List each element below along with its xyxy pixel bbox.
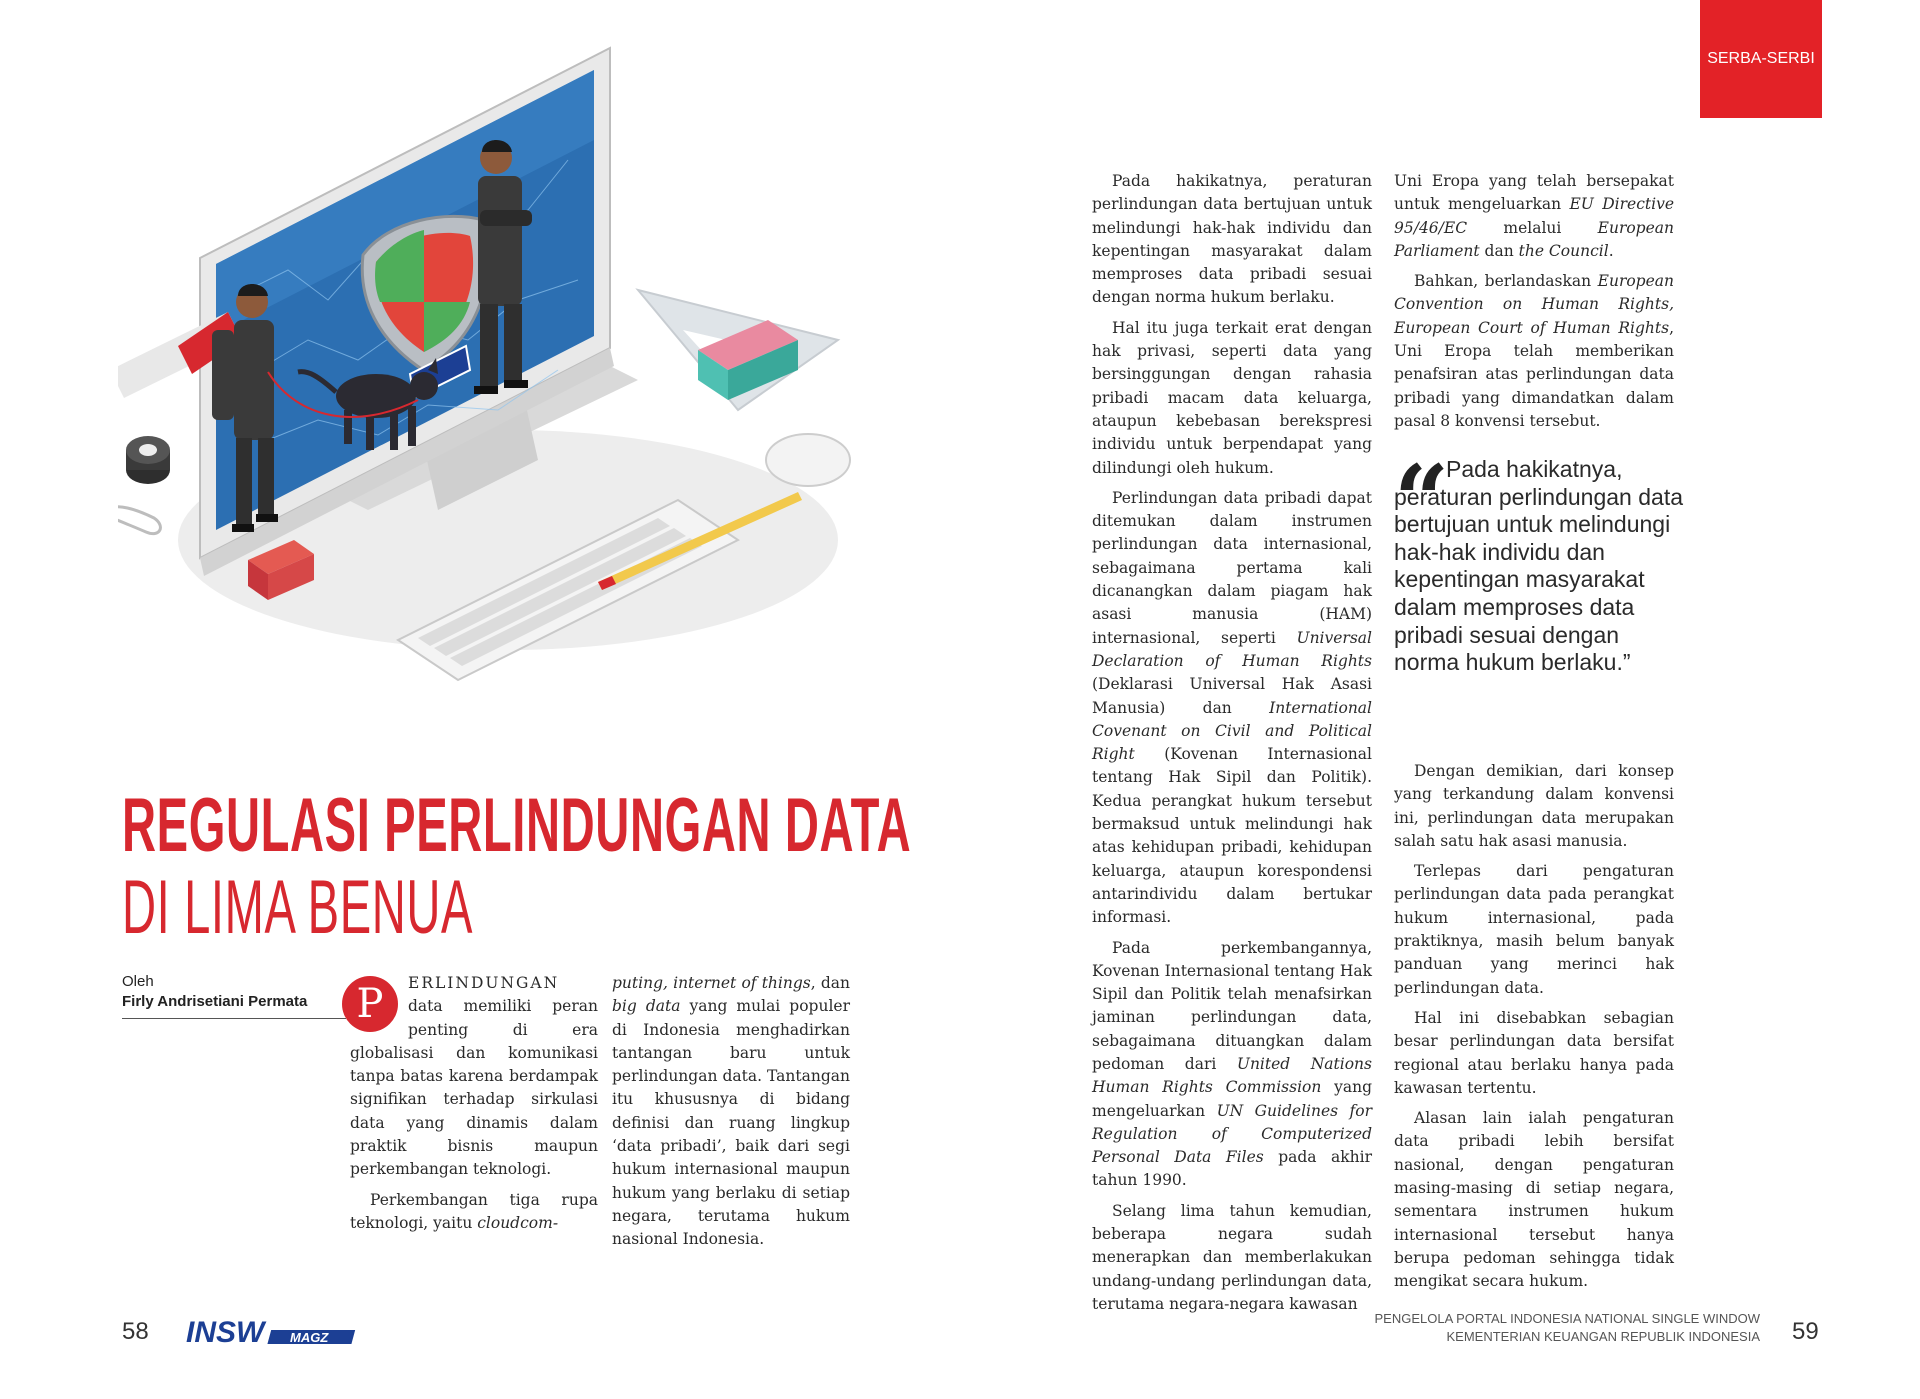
paragraph: Dengan demikian, dari konsep yang terkandung dalam konvensi ini, perlindungan data merupakan salah satu hak asasi manusia. [1394,762,1674,850]
article-column-5 [1394,760,1674,1301]
paragraph [1092,937,1372,1193]
paragraph-text: yang mengeluarkan [1092,1078,1372,1120]
paragraph-italic: European Parliament [1394,218,1674,260]
article-column-4 [1394,170,1674,440]
paragraph-italic: UN Guidelines for Regulation of Computerized Personal Data Files [1092,1101,1372,1167]
byline-author: Firly Andrisetiani Permata [122,993,308,1010]
lead-caps: ERLINDUNGAN [408,974,560,992]
paragraph [1092,487,1372,930]
footer-org-line2: KEMENTERIAN KEUANGAN REPUBLIK INDONESIA [1446,1329,1760,1344]
paragraph-text: dan [1479,241,1519,260]
paragraph-text: yang mulai populer di Indonesia menghadirkan tantangan baru untuk perlindungan data. Tantangan itu khususnya di bidang definisi dan ruang lingkup ‘data pribadi’, baik dari segi hukum internasional maupun hukum yang berlaku di setiap negara, terutama hukum nasional Indonesia. [612,997,850,1249]
article-title-line2: DI LIMA BENUA [122,865,474,950]
paragraph-italic: International Covenant on Civil and Political Right [1092,698,1372,764]
paragraph-italic: European Convention on Human Rights, European Court of Human Rights [1394,272,1674,337]
paragraph: Hal ini disebabkan sebagian besar perlindungan data bersifat regional atau berlaku hanya pada kawasan tertentu. [1394,1008,1674,1097]
article-column-3 [1092,170,1372,1323]
paragraph-text: , dan [810,974,850,992]
byline [122,972,346,1019]
lead-text: data memiliki peran penting di era globalisasi dan komunikasi tanpa batas karena berdampak signifikan terhadap sirkulasi data yang dinamis dalam praktik bisnis maupun perkembangan teknologi. [350,997,598,1179]
paragraph-italic: Universal Declaration of Human Rights [1092,628,1372,670]
article-column-1 [350,972,598,1242]
article-column-2 [612,972,850,1259]
logo-magz-text: MAGZ [290,1330,329,1345]
paragraph-text: . [1608,241,1614,260]
paragraph: Selang lima tahun kemudian, beberapa negara sudah menerapkan dan memberlakukan undang-undang perlindungan data, terutama negara-negara kawasan [1092,1201,1372,1313]
paragraph-italic: United Nations Human Rights Commission [1092,1054,1372,1097]
page-number-right: 59 [1792,1318,1819,1345]
paragraph-italic: EU Directive 95/46/EC [1394,195,1675,237]
paragraph-text: Bahkan, berlandaskan [1414,272,1598,291]
byline-prefix: Oleh [122,973,154,990]
paragraph: Alasan lain ialah pengaturan data pribadi lebih bersifat nasional, dengan pengaturan masing-masing di setiap negara, sementara instrumen hukum internasional tersebut hanya berupa pedoman sehingga tidak mengikat secara hukum. [1394,1109,1674,1291]
footer-organization [1374,1310,1760,1346]
paragraph-text: (Deklarasi Universal Hak Asasi Manusia) dan [1092,675,1372,717]
paperclip-icon [118,507,160,534]
tape-icon [126,436,170,484]
intro-paragraph [350,972,598,1182]
computer-security-illustration [118,40,878,740]
paragraph-text: , Uni Eropa telah memberikan penafsiran atas perlindungan data pribadi yang dimandatkan dalam pasal 8 konvensi tersebut. [1394,318,1674,430]
mouse-icon [766,434,850,486]
paragraph-text: pada akhir tahun 1990. [1092,1148,1372,1190]
section-tab: SERBA-SERBI [1700,0,1822,118]
paragraph-italic: big data [612,997,681,1016]
paragraph-text: Perkembangan tiga rupa teknologi, yaitu [350,1190,598,1232]
logo-insw-text: INSW [186,1316,265,1349]
paragraph-text: melalui [1467,218,1598,237]
paragraph: Pada hakikatnya, peraturan perlindungan data bertujuan untuk melindungi hak-hak individu dan kepentingan masyarakat dalam memproses data pribadi sesuai dengan norma hukum berlaku. [1092,172,1372,307]
paragraph [1394,270,1674,433]
paragraph-text: Uni Eropa yang telah bersepakat untuk mengeluarkan [1394,172,1674,214]
paragraph [1394,170,1674,263]
quote-mark-icon: “ [1394,444,1450,557]
paragraph-italic: cloudcom- [477,1213,559,1232]
paragraph: Terlepas dari pengaturan perlindungan data pada perangkat hukum internasional, pada praktiknya, masih belum banyak panduan yang merinci hak perlindungan data. [1394,862,1674,997]
paragraph-text: (Kovenan Internasional tentang Hak Sipil dan Politik). Kedua perangkat hukum tersebut bermaksud untuk melindungi hak atas kehidupan pribadi, kehidupan keluarga, ataupun korespondensi antarindividu dalam bertukar informasi. [1092,745,1372,927]
footer-org-line1: PENGELOLA PORTAL INDONESIA NATIONAL SINGLE WINDOW [1374,1311,1760,1326]
pull-quote-text: Pada hakikatnya, peraturan perlindungan data bertujuan untuk melindungi hak-hak individu dan kepentingan masyarakat dalam memproses data pribadi sesuai dengan norma hukum berlaku.” [1394,456,1684,676]
pull-quote [1394,444,1684,677]
insw-magz-logo [186,1312,376,1352]
paragraph [350,1189,598,1236]
paragraph: Hal itu juga terkait erat dengan hak privasi, seperti data yang bersinggungan dengan rahasia pribadi macam data keluarga, ataupun kebebasan berekspresi individu untuk berpendapat yang dilindungi oleh hukum. [1092,318,1372,477]
page-number-left: 58 [122,1318,149,1345]
paragraph-italic: the Council [1518,241,1609,260]
dropcap: P [342,976,398,1032]
paragraph-text: Perlindungan data pribadi dapat ditemukan dalam instrumen perlindungan data internasional, sebagaimana pertama kali dicanangkan dalam piagam hak asasi manusia (HAM) internasional, seperti [1092,488,1372,647]
paragraph [612,972,850,1252]
paragraph-text: Pada perkembangannya, Kovenan Internasional tentang Hak Sipil dan Politik telah menafsirkan jaminan perlindungan data, sebagaimana dituangkan dalam pedoman dari [1092,938,1372,1073]
paragraph-italic: puting, internet of things [612,974,811,992]
article-title-line1: REGULASI PERLINDUNGAN DATA [122,783,912,868]
